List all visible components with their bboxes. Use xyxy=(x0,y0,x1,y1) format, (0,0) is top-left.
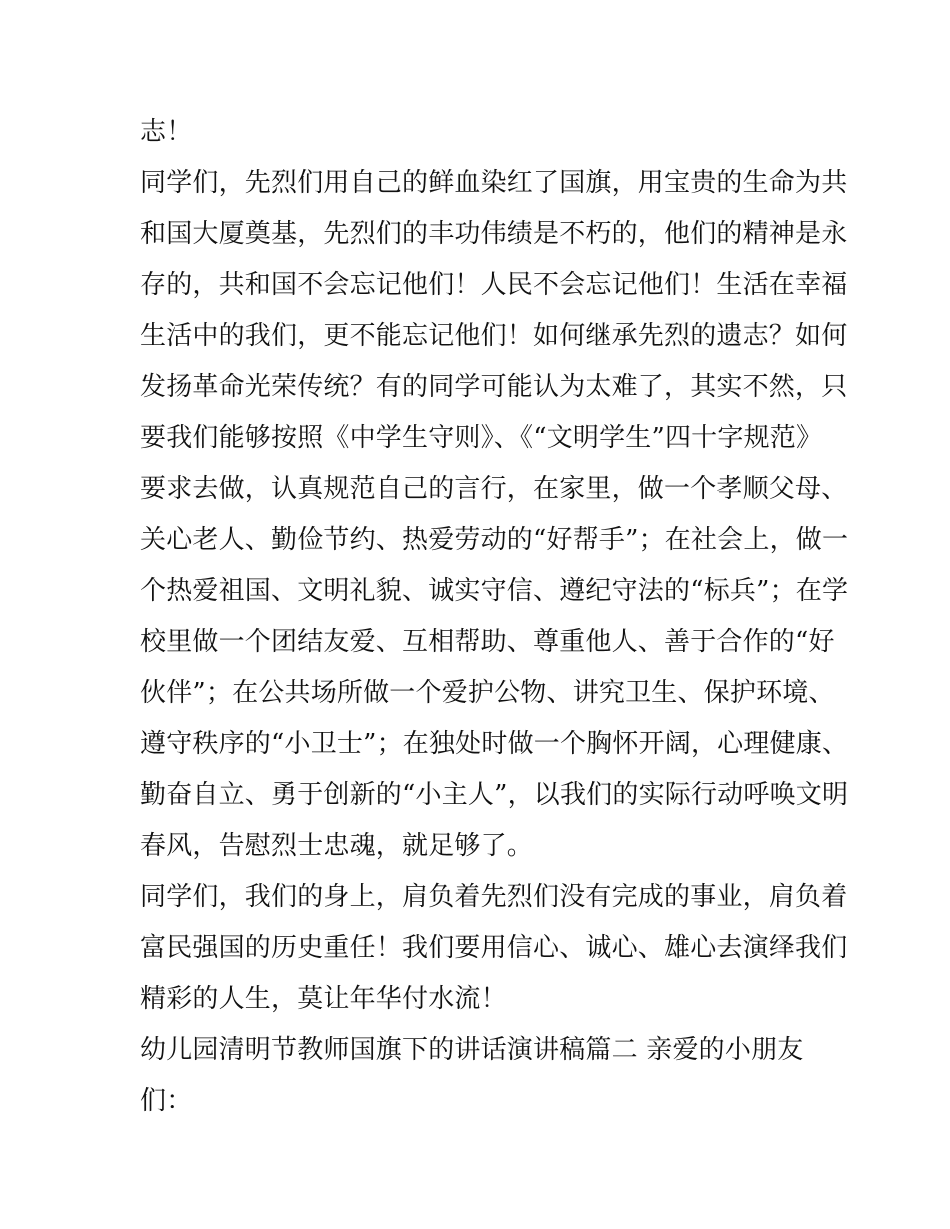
text-line: 志！ xyxy=(140,117,193,147)
document-body xyxy=(140,107,849,1127)
text-line: 勤奋自立、勇于创新的“小主人”，以我们的实际行动呼唤文明 xyxy=(140,780,849,810)
text-line: 春风，告慰烈士忠魂，就足够了。 xyxy=(140,831,534,861)
text-line: 精彩的人生，莫让年华付水流！ xyxy=(140,984,507,1014)
text-line: 遵守秩序的“小卫士”；在独处时做一个胸怀开阔，心理健康、 xyxy=(140,729,849,759)
text-line: 校里做一个团结友爱、互相帮助、尊重他人、善于合作的“好 xyxy=(140,627,835,657)
text-line: 存的，共和国不会忘记他们！人民不会忘记他们！生活在幸福 xyxy=(140,270,848,300)
text-line: 要我们能够按照《中学生守则》、《“文明学生”四十字规范》 xyxy=(140,423,823,453)
text-line: 发扬革命光荣传统？有的同学可能认为太难了，其实不然，只 xyxy=(140,372,848,402)
text-line: 关心老人、勤俭节约、热爱劳动的“好帮手”；在社会上，做一 xyxy=(140,525,849,555)
text-line: 同学们，先烈们用自己的鲜血染红了国旗，用宝贵的生命为共 xyxy=(140,168,848,198)
text-line: 个热爱祖国、文明礼貌、诚实守信、遵纪守法的“标兵”；在学 xyxy=(140,576,849,606)
text-line: 伙伴”；在公共场所做一个爱护公物、讲究卫生、保护环境、 xyxy=(140,678,835,708)
text-line: 要求去做，认真规范自己的言行，在家里，做一个孝顺父母、 xyxy=(140,474,848,504)
text-line: 富民强国的历史重任！我们要用信心、诚心、雄心去演绎我们 xyxy=(140,933,848,963)
text-line: 生活中的我们，更不能忘记他们！如何继承先烈的遗志？如何 xyxy=(140,321,848,351)
text-line: 幼儿园清明节教师国旗下的讲话演讲稿篇二 亲爱的小朋友 xyxy=(140,1035,804,1065)
text-line: 们： xyxy=(140,1086,193,1116)
text-line: 和国大厦奠基，先烈们的丰功伟绩是不朽的，他们的精神是永 xyxy=(140,219,848,249)
text-line: 同学们，我们的身上，肩负着先烈们没有完成的事业，肩负着 xyxy=(140,882,848,912)
